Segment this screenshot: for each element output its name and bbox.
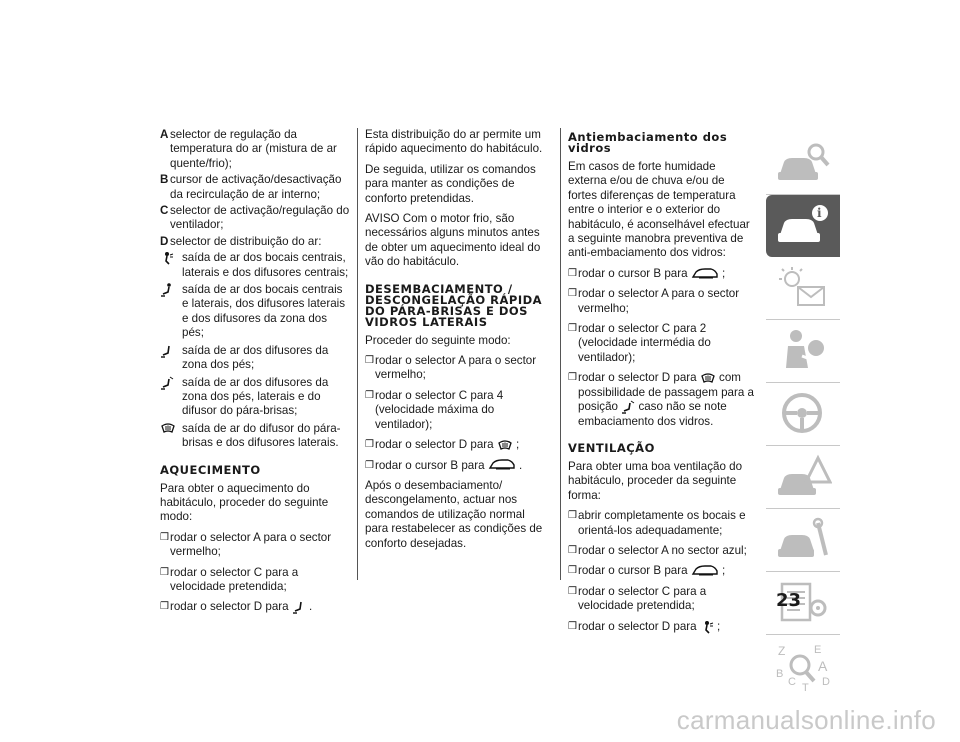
- column-1: [160, 128, 350, 621]
- mode-feet: saída de ar dos difusores da zona dos pés;: [160, 344, 350, 373]
- tab-getting-to-know[interactable]: [766, 132, 840, 195]
- warning-lights-icon: [774, 263, 832, 313]
- svg-text:E: E: [814, 644, 822, 656]
- svg-text:C: C: [788, 676, 796, 688]
- index-icon: [774, 641, 832, 695]
- list-item: ❒ rodar o cursor B para ;: [568, 266, 726, 280]
- column-separator-2: [560, 128, 561, 580]
- section-tabs: [766, 132, 840, 697]
- steering-wheel-icon: [774, 389, 832, 439]
- list-item: ❒ rodar o cursor B para .: [365, 458, 523, 472]
- watermark: carmanualsonline.info: [676, 705, 936, 735]
- face-vent-icon: [160, 251, 174, 265]
- feet-windscreen-icon: [621, 400, 635, 414]
- paragraph: AVISO Com o motor frio, são necessários alguns minutos antes de obter um aquecimento ideal do vão do habitáculo.: [365, 212, 541, 269]
- legend-item-d: D selector de distribuição do ar:: [160, 234, 322, 248]
- feet-icon: [160, 344, 174, 358]
- paragraph: Em casos de forte humidade externa e/ou de chuva e/ou de fortes diferenças de temperatura entre o interior e o exterior do habitáculo, é aconselhável efectuar a seguinte manobra preventiva de anti-embaciamento dos vidros:: [568, 160, 750, 260]
- outside-air-icon: [488, 459, 516, 471]
- tab-warning-lights[interactable]: [766, 257, 840, 320]
- outside-air-icon: [691, 565, 719, 577]
- airbag-person-icon: [774, 326, 832, 376]
- heading-aquecimento: AQUECIMENTO: [160, 462, 261, 477]
- face-vent-icon: [700, 620, 714, 634]
- heading-ventilacao: VENTILAÇÃO: [568, 440, 655, 455]
- paragraph: Esta distribuição do ar permite um rápido aquecimento do habitáculo.: [365, 128, 543, 156]
- list-item: ❒ abrir completamente os bocais e orientá-los adequadamente;: [568, 509, 746, 537]
- paragraph: Proceder do seguinte modo:: [365, 333, 511, 347]
- paragraph: Após o desembaciamento/ descongelamento, actuar nos comandos de utilização normal para restabelecer as condições de conforto desejadas.: [365, 478, 543, 550]
- column-separator-1: [357, 128, 358, 580]
- list-item: ❒ rodar o selector D para com possibilidade de passagem para a posição caso não se note embaciamento dos vidros.: [568, 371, 754, 428]
- svg-text:A: A: [818, 658, 828, 674]
- tab-dashboard[interactable]: [766, 195, 840, 257]
- feet-windscreen-icon: [160, 376, 174, 390]
- tab-starting-driving[interactable]: [766, 383, 840, 446]
- paragraph: Para obter o aquecimento do habitáculo, proceder do seguinte modo:: [160, 481, 329, 524]
- heading-antiembaciamento: Antiembaciamento dos vidros: [568, 130, 728, 155]
- tab-maintenance[interactable]: [766, 509, 840, 572]
- svg-text:B: B: [776, 668, 784, 680]
- list-item: ❒ rodar o selector D para .: [160, 600, 313, 614]
- list-item: ❒ rodar o selector C para a velocidade pretendida;: [160, 565, 299, 593]
- warning-triangle-car-icon: [774, 452, 832, 502]
- tab-safety[interactable]: [766, 320, 840, 383]
- column-3: [568, 128, 756, 640]
- list-item: ❒ rodar o selector A para o sector vermelho;: [365, 354, 537, 382]
- list-item: ❒ rodar o selector C para 4 (velocidade máxima do ventilador);: [365, 388, 504, 431]
- windscreen-defrost-icon: [700, 372, 716, 384]
- column-2: [365, 128, 551, 557]
- list-item: ❒ rodar o selector A para o sector vermelho;: [160, 530, 332, 559]
- car-search-icon: [774, 138, 832, 188]
- svg-text:T: T: [802, 682, 809, 694]
- windscreen-defrost-icon: [497, 439, 513, 451]
- list-item: ❒ rodar o selector C para a velocidade pretendida;: [568, 584, 707, 613]
- windscreen-defrost-icon: [160, 422, 176, 434]
- paragraph: Para obter uma boa ventilação do habitáculo, proceder da seguinte forma:: [568, 459, 743, 502]
- list-item: ❒ rodar o selector D para ;: [365, 438, 520, 452]
- mode-face: saída de ar dos bocais centrais, laterais e dos difusores centrais;: [160, 251, 350, 280]
- legend-item-b: B cursor de activação/desactivação da recirculação de ar interno;: [160, 173, 342, 201]
- list-item: ❒ rodar o selector A para o sector vermelho;: [568, 287, 740, 315]
- face-feet-icon: [160, 283, 174, 297]
- legend-item-c: C selector de activação/regulação do ventilador;: [160, 204, 350, 232]
- mode-feet-windscreen: saída de ar dos difusores da zona dos pés, laterais e do difusor do pára-brisas;: [160, 376, 350, 419]
- car-info-icon: [774, 201, 832, 251]
- svg-text:D: D: [822, 676, 830, 688]
- heading-desembaciamento: DESEMBACIAMENTO / DESCONGELAÇÃO RÁPIDA DO PÁRA-BRISAS E DOS VIDROS LATERAIS: [365, 281, 543, 329]
- list-item: ❒ rodar o cursor B para ;: [568, 564, 726, 578]
- list-item: ❒ rodar o selector C para 2 (velocidade intermédia do ventilador);: [568, 322, 711, 364]
- list-item: ❒ rodar o selector A no sector azul;: [568, 544, 747, 557]
- outside-air-icon: [691, 268, 719, 280]
- paragraph: De seguida, utilizar os comandos para manter as condições de conforto pretendidas.: [365, 162, 536, 205]
- legend-item-a: A selector de regulação da temperatura do ar (mistura de ar quente/frio);: [160, 128, 337, 170]
- mode-face-feet: saída de ar dos bocais centrais e laterais, dos difusores laterais e dos difusores da zona dos pés;: [160, 283, 350, 341]
- page-number: 23: [776, 590, 802, 611]
- car-wrench-icon: [774, 515, 832, 565]
- list-item: ❒ rodar o selector D para ;: [568, 619, 721, 633]
- svg-text:Z: Z: [778, 644, 786, 658]
- svg-text:i: i: [817, 206, 822, 220]
- mode-windscreen: saída de ar do difusor do pára-brisas e dos difusores laterais.: [160, 422, 350, 451]
- tab-index[interactable]: [766, 635, 840, 697]
- feet-icon: [292, 600, 306, 614]
- tab-emergency[interactable]: [766, 446, 840, 509]
